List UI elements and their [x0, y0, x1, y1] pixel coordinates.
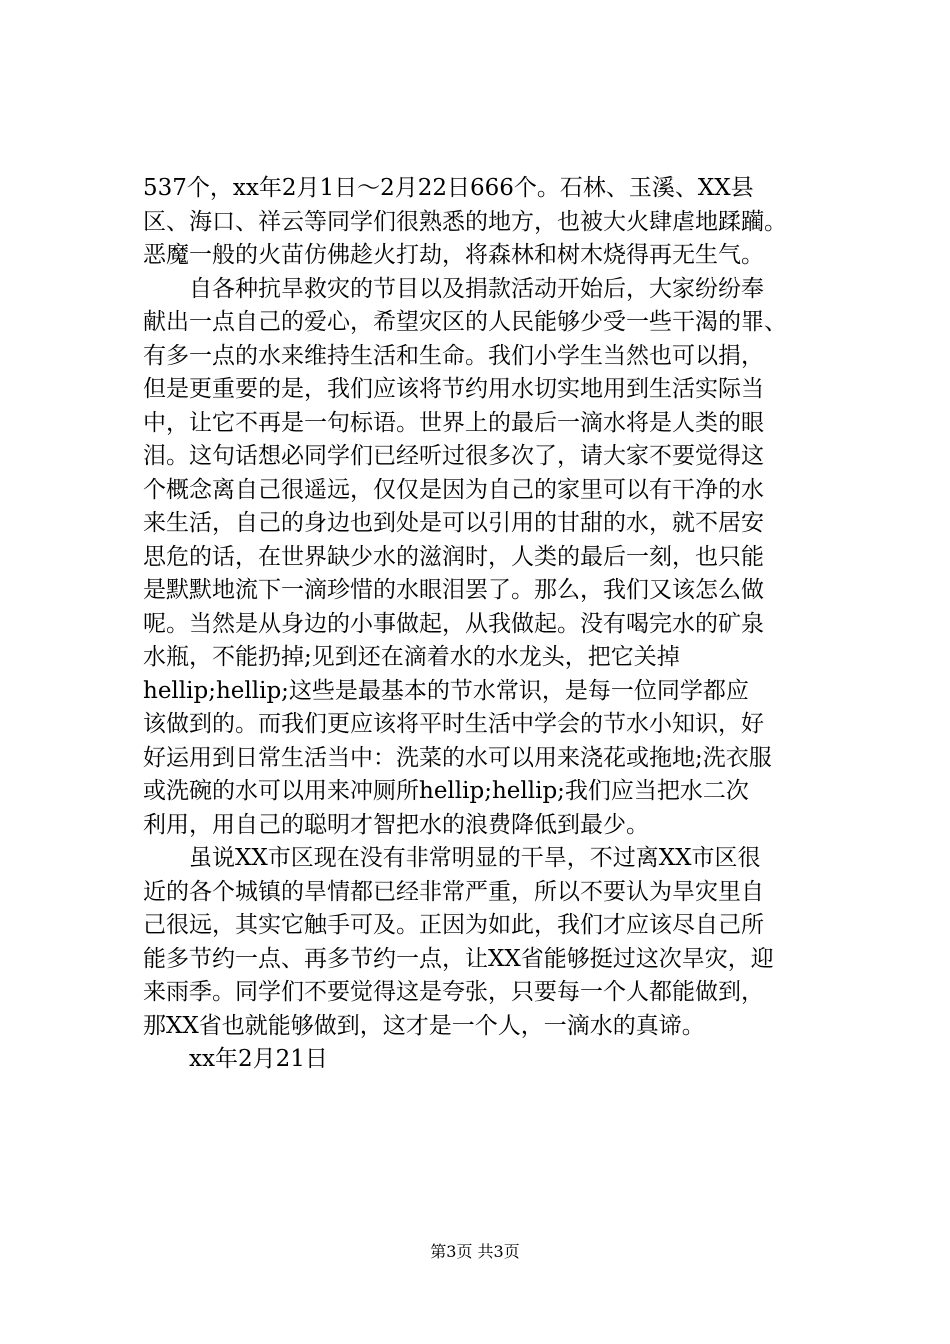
text-line: 有多一点的水来维持生活和生命。我们小学生当然也可以捐， [143, 342, 764, 369]
text-line: 来生活，自己的身边也到处是可以引用的甘甜的水，就不居安 [143, 510, 764, 536]
text-line: hellip;hellip;这些是最基本的节水常识，是每一位同学都应 [143, 677, 749, 704]
text-line: 是默默地流下一滴珍惜的水眼泪罢了。那么，我们又该怎么做 [143, 577, 764, 603]
page-footer: 第3页 共3页 [430, 1242, 520, 1261]
document-body [143, 172, 809, 1077]
text-line: 近的各个城镇的旱情都已经非常严重，所以不要认为旱灾里自 [143, 878, 764, 905]
text-line: 呢。当然是从身边的小事做起，从我做起。没有喝完水的矿泉 [143, 610, 764, 637]
text-line: xx年2月21日 [189, 1046, 328, 1072]
text-line: 利用，用自己的聪明才智把水的浪费降低到最少。 [143, 811, 649, 838]
text-line: 水瓶，不能扔掉;见到还在滴着水的水龙头，把它关掉 [143, 644, 680, 670]
text-line: 恶魔一般的火苗仿佛趁火打劫，将森林和树木烧得再无生气。 [143, 242, 764, 268]
text-line: 思危的话，在世界缺少水的滋润时，人类的最后一刻，也只能 [143, 543, 764, 570]
text-line: 能多节约一点、再多节约一点，让XX省能够挺过这次旱灾，迎 [143, 945, 774, 972]
text-line: 或洗碗的水可以用来冲厕所hellip;hellip;我们应当把水二次 [143, 778, 749, 804]
text-line: 泪。这句话想必同学们已经听过很多次了，请大家不要觉得这 [143, 443, 764, 469]
text-line: 好运用到日常生活当中：洗菜的水可以用来浇花或拖地;洗衣服 [143, 744, 772, 771]
text-line: 但是更重要的是，我们应该将节约用水切实地用到生活实际当 [143, 376, 764, 402]
text-line: 个概念离自己很遥远，仅仅是因为自己的家里可以有干净的水 [143, 476, 764, 503]
text-line: 献出一点自己的爱心，希望灾区的人民能够少受一些干渴的罪、 [143, 309, 787, 335]
text-line: 537个，xx年2月1日～2月22日666个。石林、玉溪、XX县 [143, 175, 754, 201]
text-line: 该做到的。而我们更应该将平时生活中学会的节水小知识，好 [143, 711, 764, 737]
text-line: 中，让它不再是一句标语。世界上的最后一滴水将是人类的眼 [143, 409, 764, 436]
text-line: 那XX省也就能够做到，这才是一个人，一滴水的真谛。 [143, 1012, 705, 1039]
text-line: 虽说XX市区现在没有非常明显的干旱，不过离XX市区很 [189, 845, 761, 871]
text-line: 己很远，其实它触手可及。正因为如此，我们才应该尽自己所 [143, 912, 764, 938]
text-line: 区、海口、祥云等同学们很熟悉的地方，也被大火肆虐地蹂躏。 [143, 208, 787, 235]
text-line: 来雨季。同学们不要觉得这是夸张，只要每一个人都能做到， [143, 979, 764, 1005]
text-line: 自各种抗旱救灾的节目以及捐款活动开始后，大家纷纷奉 [189, 275, 764, 302]
